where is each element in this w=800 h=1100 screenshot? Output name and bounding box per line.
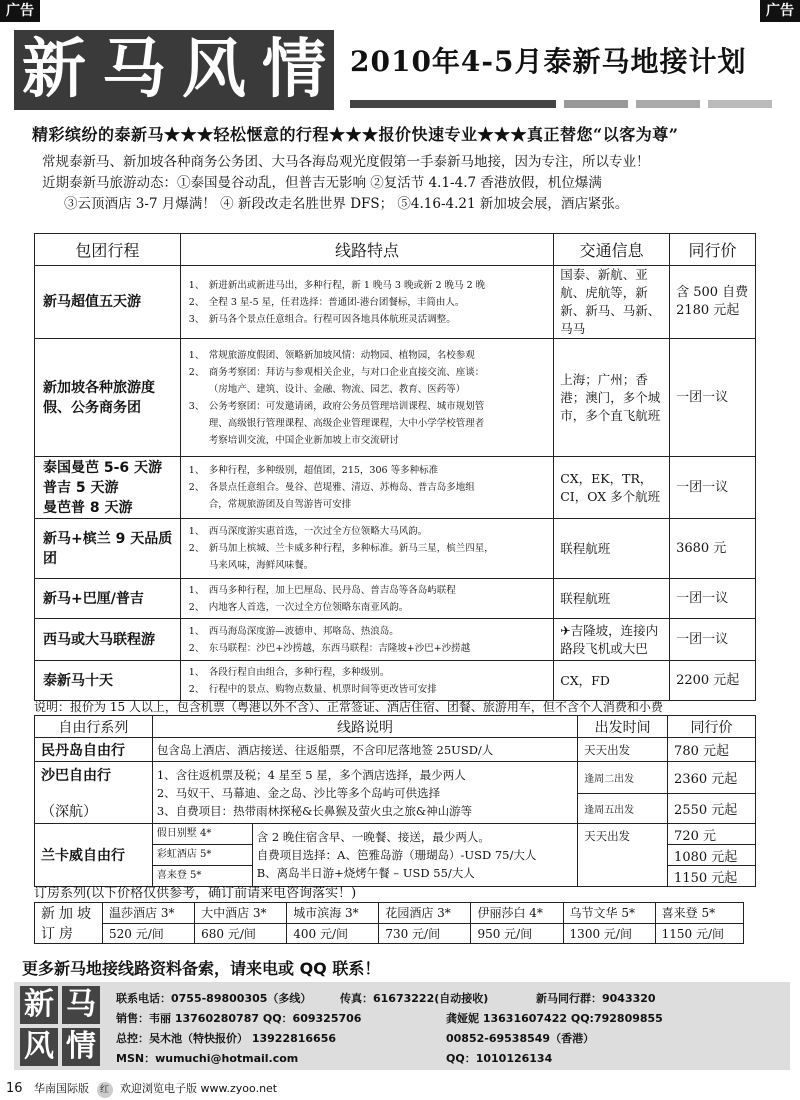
feature-line: [189, 381, 549, 398]
feature-text: 各段行程自由组合，多种行程，多种级别。: [208, 666, 390, 678]
route-name-cell: [35, 762, 153, 824]
contact-qq: QQ：1010126134: [446, 1052, 553, 1065]
package-name: [35, 579, 181, 619]
page-title: 2010年4-5月泰新马地接计划: [350, 45, 747, 78]
table-header-row: [35, 716, 756, 738]
package-features: [180, 457, 553, 519]
table-row: [35, 762, 756, 794]
package-features: [180, 579, 553, 619]
desc-line: 自费项目选择：A、笆雅岛游（珊瑚岛）-USD 75/大人: [256, 848, 537, 862]
hotel-name: 假日别墅 4*: [152, 824, 252, 845]
title-bar: [636, 100, 700, 108]
contact-hk-phone: 00852-69538549（香港）: [446, 1032, 595, 1045]
desc-line: B、离岛半日游+烧烤午餐 – USD 55/大人: [256, 866, 475, 880]
hotel-price: 400 元/间: [287, 923, 379, 944]
hotel-name: 乌节文华 5*: [563, 903, 655, 924]
contact-manager: 总控：吴木池（特快报价） 13922816656: [116, 1032, 337, 1045]
price: 1080 元起: [668, 845, 756, 866]
package-name: [35, 619, 181, 661]
hotel-price: 1150 元/间: [655, 923, 743, 944]
slogan: 精彩缤纷的泰新马★★★轻松惬意的行程★★★报价快速专业★★★真正替您“以客为尊”: [32, 125, 679, 144]
traffic-info: 联程航班: [554, 579, 670, 619]
footer-logo: [20, 986, 104, 1066]
price: 含 500 自费 2180 元起: [670, 266, 756, 339]
feature-line: [189, 432, 549, 449]
feature-text: 新马各个景点任意组合。行程可因各地具体航班灵活调整。: [208, 313, 456, 325]
logo-char: 马: [102, 33, 166, 107]
price: 720 元: [668, 824, 756, 845]
depart-time: 逢周五出发: [578, 794, 668, 824]
contact-footer: [14, 982, 790, 1070]
hotel-price: 1300 元/间: [563, 923, 655, 944]
page-footer: [6, 1080, 277, 1098]
header: [14, 30, 790, 114]
depart-time: 天天出发: [578, 824, 668, 887]
title-decoration-bars: [350, 100, 790, 108]
package-name: [35, 266, 181, 339]
page-number: 16: [6, 1081, 23, 1096]
footer-tagline: 欢迎浏览电子版 www.zyoo.net: [120, 1082, 278, 1095]
feature-text: 商务考察团：拜访与参观相关企业，与对口企业直接交流、座谈：: [208, 366, 485, 378]
feature-text: 新进新出或新进马出，多种行程，新 1 晚马 3 晚或新 2 晚马 2 晚: [208, 279, 486, 291]
traffic-info: 国泰、新航、亚航、虎航等，新新、新马、马新、马马: [554, 266, 670, 339]
package-name: [35, 519, 181, 579]
package-features: [180, 266, 553, 339]
route-desc: [252, 824, 577, 887]
feature-number: 1、: [188, 666, 205, 678]
package-name: [35, 339, 181, 457]
package-name-line: 曼芭普 8 天游: [43, 499, 133, 516]
feature-number: 1、: [188, 526, 205, 537]
table-row: [35, 457, 756, 519]
ad-tag-left: 广告: [0, 0, 40, 22]
traffic-info: ✈吉隆坡，连接内路段飞机或大巴: [554, 619, 670, 661]
feature-text: 新马加上槟城、兰卡威多种行程，多种标准。新马三星，槟兰四星，: [208, 543, 494, 554]
free-travel-table: [34, 715, 756, 887]
feature-number: 2、: [188, 683, 205, 695]
route-desc: [152, 762, 577, 824]
feature-line: [189, 479, 549, 496]
depart-time: 逢周二出发: [578, 762, 668, 794]
table-row: [35, 661, 756, 701]
feature-number: 1、: [188, 465, 205, 476]
title-bar: [708, 100, 772, 108]
feature-text: 内地客人首选，一次过全方位领略东南亚风韵。: [208, 601, 409, 613]
column-header: 自由行系列: [35, 716, 153, 738]
feature-text: 常规旅游度假团、领略新加坡风情：动物园、植物园，名校参观: [208, 349, 475, 361]
contact-msn: MSN：wumuchi@hotmail.com: [116, 1052, 299, 1065]
hotel-name: 彩虹酒店 5*: [152, 845, 252, 866]
feature-number: 1、: [188, 584, 205, 596]
feature-line: [189, 294, 549, 311]
contact-banner: 更多新马地接线路资料备索，请来电或 QQ 联系！: [22, 959, 381, 978]
package-features: [180, 619, 553, 661]
price: 2200 元起: [670, 661, 756, 701]
logo-char: 新: [22, 33, 86, 107]
feature-line: [189, 496, 549, 513]
traffic-info: 上海；广州；香港；澳门，多个城市，多个直飞航班: [554, 339, 670, 457]
hotel-name: 伊丽莎白 4*: [471, 903, 563, 924]
price: 1150 元起: [668, 866, 756, 887]
route-name: 兰卡威自由行: [35, 824, 153, 887]
ad-tag-right: 广告: [760, 0, 800, 22]
feature-line: [189, 540, 549, 557]
feature-line: [189, 347, 549, 364]
feature-text: 考察培训交流，中国企业新加坡上市交流研讨: [208, 434, 399, 446]
traffic-info: 联程航班: [554, 519, 670, 579]
feature-line: [189, 462, 549, 479]
route-name: 沙巴自由行: [41, 767, 111, 784]
hotel-name: 喜来登 5*: [152, 866, 252, 887]
traffic-info: CX，EK，TR，CI，OX 多个航班: [554, 457, 670, 519]
feature-number: 1、: [188, 625, 205, 637]
feature-number: 3、: [188, 313, 205, 325]
feature-text: 多种行程，多种级别，超值团，215，306 等多种标准: [208, 465, 439, 476]
intro-line: 近期泰新马旅游动态：①泰国曼谷动乱，但普吉无影响 ②复活节 4.1-4.7 香港放假，机位爆满: [42, 175, 602, 191]
feature-line: [189, 681, 549, 698]
price: 3680 元: [670, 519, 756, 579]
price: 一团一议: [670, 457, 756, 519]
depart-time: 天天出发: [578, 738, 668, 762]
package-name-line: 泰新马十天: [43, 672, 113, 689]
feature-text: （房地产、建筑、设计、金融、物流、园艺、教育、医药等）: [208, 383, 466, 395]
desc-line: 2、马奴干、马幕迪、金之岛、沙比等多个岛屿可供选择: [156, 785, 441, 800]
feature-number: 2、: [188, 543, 205, 554]
contact-sales: 销售：韦丽 13760280787 QQ：609325706: [116, 1012, 362, 1025]
price: 2550 元起: [668, 794, 756, 824]
feature-line: [189, 364, 549, 381]
contact-fax: 传真：61673222(自动接收): [340, 992, 489, 1005]
tour-package-rows: [35, 266, 756, 701]
package-name-line: 新加坡各种旅游度假、公务商务团: [43, 379, 155, 416]
feature-number: 2、: [188, 601, 205, 613]
logo-char: 风: [182, 33, 246, 107]
package-name-line: 普吉 5 天游: [43, 479, 119, 496]
feature-line: [189, 398, 549, 415]
intro: [42, 152, 650, 215]
column-header: 线路说明: [152, 716, 577, 738]
logo-char: 情: [262, 33, 326, 107]
package-name-line: 新马+巴厘/普吉: [43, 590, 144, 607]
column-header: 包团行程: [35, 234, 181, 266]
title-bar: [564, 100, 628, 108]
package-features: [180, 339, 553, 457]
feature-text: 理、高级银行管理课程、高级企业管理课程，大中小学学校管理者: [208, 417, 485, 429]
feature-line: [189, 277, 549, 294]
desc-line: 含 2 晚住宿含早、一晚餐、接送，最少两人。: [256, 830, 490, 844]
title-bar: [350, 100, 556, 108]
table-row: [35, 903, 744, 924]
package-name: [35, 457, 181, 519]
package-features: [180, 519, 553, 579]
feature-number: 2、: [188, 296, 205, 308]
feature-text: 全程 3 星-5 星，任君选择：普通团-港台团餐标，丰简由人。: [208, 296, 465, 308]
hotel-name: 温莎酒店 3*: [103, 903, 195, 924]
table-row: [35, 579, 756, 619]
hotel-price: 950 元/间: [471, 923, 563, 944]
hotel-section-title: 订房系列(以下价格仅供参考，确订前请来电咨询落实！): [34, 886, 357, 901]
feature-number: 1、: [188, 279, 205, 291]
hotel-price: 680 元/间: [195, 923, 287, 944]
package-name-line: 新马超值五天游: [43, 294, 141, 310]
feature-number: 1、: [188, 349, 205, 361]
hotel-price: 730 元/间: [379, 923, 471, 944]
table-row: [35, 266, 756, 339]
table-row: [35, 738, 756, 762]
price: 一团一议: [670, 339, 756, 457]
intro-line: 常规泰新马、新加坡各种商务公务团、大马各海岛观光度假第一手泰新马地接，因为专注，所以专业！: [42, 154, 650, 170]
table-row: [35, 824, 756, 845]
feature-line: [189, 557, 549, 574]
price: 2360 元起: [668, 762, 756, 794]
intro-line: ③云顶酒店 3-7 月爆满！ ④ 新段改走名胜世界 DFS； ⑤4.16-4.21 新加坡会展，酒店紧张。: [64, 196, 629, 212]
feature-text: 马来风味，海鲜风味餐。: [208, 560, 314, 571]
logo-char: 风: [20, 1028, 58, 1066]
route-desc: 包含岛上酒店、酒店接送、往返船票，不含印尼落地签 25USD/人: [152, 738, 577, 762]
price: 780 元起: [668, 738, 756, 762]
price: 一团一议: [670, 619, 756, 661]
package-name-line: 新马+槟兰 9 天品质团: [43, 530, 173, 567]
feature-line: [189, 599, 549, 616]
red-mark: 红: [97, 1082, 113, 1098]
feature-text: 行程中的景点、购物点数量、机票时间等更改皆可安排: [208, 683, 437, 695]
column-header: 同行价: [668, 716, 756, 738]
column-header: 交通信息: [554, 234, 670, 266]
contact-phone: 联系电话：0755-89800305（多线）: [116, 992, 312, 1005]
hotel-price-table: [34, 902, 744, 944]
feature-number: 2、: [188, 482, 205, 493]
hotel-section-label: 新加坡订房: [35, 903, 103, 944]
feature-line: [189, 311, 549, 328]
feature-line: [189, 415, 549, 432]
table-row: [35, 923, 744, 944]
feature-text: 公务考察团：可发邀请函，政府公务员管理培训课程、城市规划管: [208, 400, 485, 412]
package-features: [180, 661, 553, 701]
table-header-row: [35, 234, 756, 266]
table-row: [35, 339, 756, 457]
hotel-name: 花园酒店 3*: [379, 903, 471, 924]
traffic-info: CX，FD: [554, 661, 670, 701]
feature-line: [189, 664, 549, 681]
hotel-name: 城市滨海 3*: [287, 903, 379, 924]
feature-text: 各景点任意组合。曼谷、芭堤雅、清迈、苏梅岛、普吉岛多地组: [208, 482, 475, 493]
route-name: 民丹岛自由行: [35, 738, 153, 762]
feature-line: [189, 623, 549, 640]
tour-package-table: [34, 233, 756, 701]
feature-text: 东马联程：沙巴+沙捞越，东西马联程：吉隆坡+沙巴+沙捞越: [208, 642, 471, 654]
feature-line: [189, 523, 549, 540]
package-name-line: 西马或大马联程游: [43, 631, 155, 648]
feature-number: 2、: [188, 366, 205, 378]
logo-char: 情: [62, 1028, 100, 1066]
feature-text: 合，常规旅游团及自驾游皆可安排: [208, 499, 352, 510]
route-sub: （深航）: [41, 803, 97, 820]
feature-text: 西马多种行程，加上巴厘岛、民丹岛、普吉岛等各岛屿联程: [208, 584, 456, 596]
logo-char: 马: [62, 986, 100, 1024]
table-row: [35, 519, 756, 579]
hotel-name: 喜来登 5*: [655, 903, 743, 924]
pricing-note: 说明：报价为 15 人以上，包含机票（粤港以外不含）、正常签证、酒店住宿、团餐、旅游用车，但不含个人消费和小费: [34, 700, 663, 714]
feature-line: [189, 582, 549, 599]
feature-number: 2、: [188, 642, 205, 654]
price: 一团一议: [670, 579, 756, 619]
logo-char: 新: [20, 986, 58, 1024]
magazine-name: 华南国际版: [34, 1082, 90, 1095]
feature-line: [189, 640, 549, 657]
column-header: 线路特点: [180, 234, 553, 266]
table-row: [35, 619, 756, 661]
package-name-line: 泰国曼芭 5-6 天游: [43, 459, 163, 476]
hotel-price: 520 元/间: [103, 923, 195, 944]
column-header: 出发时间: [578, 716, 668, 738]
feature-number: 3、: [188, 400, 205, 412]
logo-box: [14, 30, 334, 110]
contact-group: 新马同行群：9043320: [536, 992, 656, 1005]
desc-line: 3、自费项目：热带雨林探秘&长鼻猴及萤火虫之旅&神山游等: [156, 803, 473, 818]
package-name: [35, 661, 181, 701]
feature-text: 西马深度游实惠首选，一次过全方位领略大马风韵。: [208, 526, 428, 537]
hotel-name: 大中酒店 3*: [195, 903, 287, 924]
column-header: 同行价: [670, 234, 756, 266]
desc-line: 1、含往返机票及税；4 星至 5 星，多个酒店选择，最少两人: [156, 767, 466, 782]
feature-text: 西马海岛深度游—波德申、邦咯岛、热浪岛。: [208, 625, 399, 637]
contact-sales: 龚娅妮 13631607422 QQ:792809855: [446, 1012, 663, 1025]
